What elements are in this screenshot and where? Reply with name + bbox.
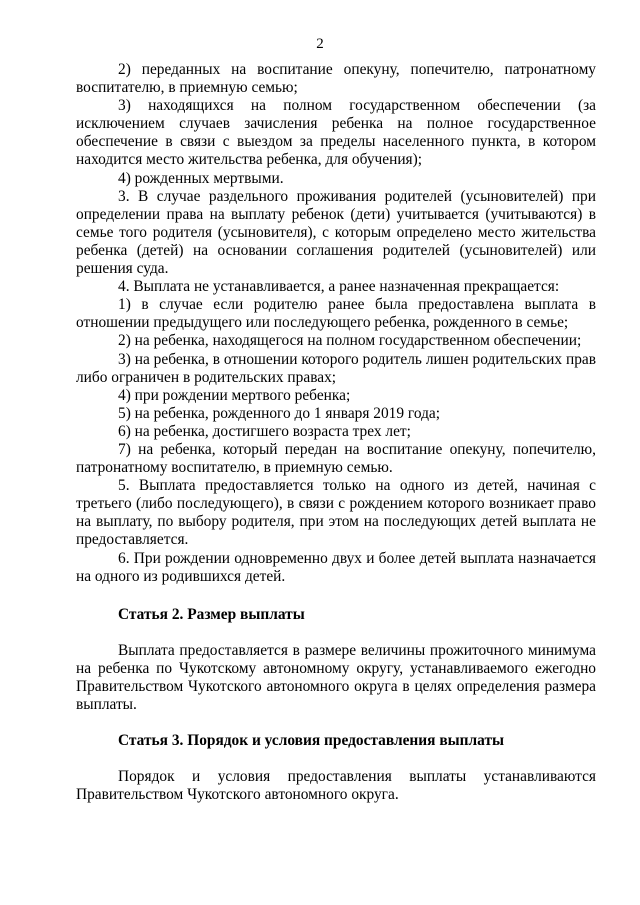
paragraph-clause-6: 6. При рождении одновременно двух и более детей выплата назначается на одного из родившихся детей.: [76, 549, 596, 585]
article-3-heading: Статья 3. Порядок и условия предоставления выплаты: [118, 732, 505, 750]
paragraph-clause-4-item-5: 5) на ребенка, рожденного до 1 января 2019 года;: [118, 404, 441, 422]
paragraph-clause-4: 4. Выплата не устанавливается, а ранее назначенная прекращается:: [118, 278, 560, 296]
paragraph-clause-5: 5. Выплата предоставляется только на одного из детей, начиная с третьего (либо последующего), в связи с рождением которого возникает право на выплату, по выбору родителя, при этом на последующих детей выплата не предоставляется.: [76, 477, 596, 549]
page-number: 2: [316, 36, 324, 52]
article-2-text: Выплата предоставляется в размере величины прожиточного минимума на ребенка по Чукотскому автономному округу, устанавливаемого ежегодно Правительством Чукотского автономного округа в целях определения размера выплаты.: [76, 641, 596, 714]
paragraph-item-3: 3) находящихся на полном государственном обеспечении (за исключением случаев зачисления ребенка на полное государственное обеспечение в связи с выездом за пределы населенного пункта, в котором находится место жительства ребенка, для обучения);: [76, 97, 596, 169]
paragraph-clause-4-item-2: 2) на ребенка, находящегося на полном государственном обеспечении;: [118, 332, 582, 350]
document-body: [76, 61, 596, 804]
paragraph-item-2: 2) переданных на воспитание опекуну, попечителю, патронатному воспитателю, в приемную семью;: [76, 61, 596, 97]
paragraph-clause-3: 3. В случае раздельного проживания родителей (усыновителей) при определении права на выплату ребенок (дети) учитывается (учитываются) в семье того родителя (усыновителя), с которым определено место жительства ребенка (детей) на основании соглашения родителей (усыновителей) или решения суда.: [76, 187, 596, 278]
paragraph-clause-4-item-3: 3) на ребенка, в отношении которого родитель лишен родительских прав либо ограничен в родительских правах;: [76, 350, 596, 386]
paragraph-item-4: 4) рожденных мертвыми.: [118, 169, 284, 187]
article-3-text: Порядок и условия предоставления выплаты устанавливаются Правительством Чукотского автономного округа.: [76, 768, 596, 804]
paragraph-clause-4-item-7: 7) на ребенка, который передан на воспитание опекуну, попечителю, патронатному воспитателю, в приемную семью.: [76, 440, 596, 477]
article-2-heading: Статья 2. Размер выплаты: [118, 605, 305, 623]
paragraph-clause-4-item-4: 4) при рождении мертвого ребенка;: [118, 386, 351, 404]
paragraph-clause-4-item-6: 6) на ребенка, достигшего возраста трех лет;: [118, 422, 411, 440]
paragraph-clause-4-item-1: 1) в случае если родителю ранее была предоставлена выплата в отношении предыдущего или последующего ребенка, рожденного в семье;: [76, 296, 596, 332]
